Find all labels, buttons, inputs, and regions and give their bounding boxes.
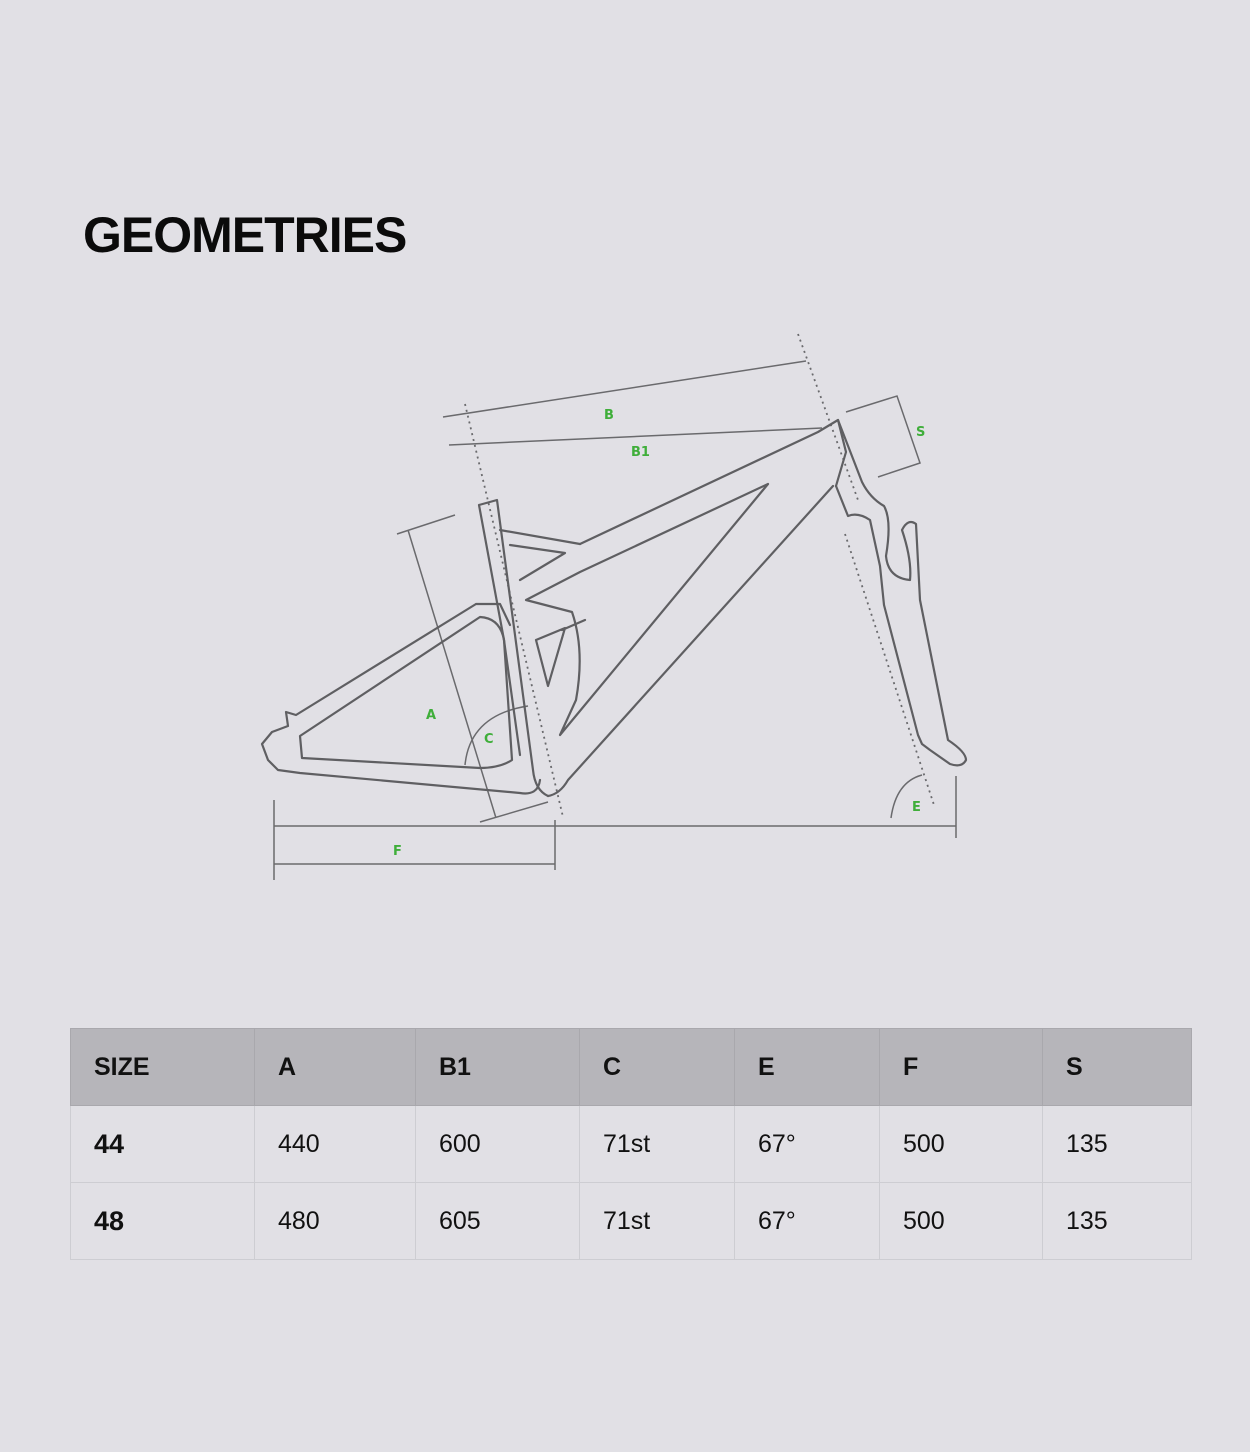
dim-b-line — [443, 361, 806, 417]
cell-c: 71st — [580, 1183, 735, 1260]
geometry-table — [70, 1028, 1192, 1260]
cell-e: 67° — [735, 1183, 880, 1260]
cell-size: 44 — [71, 1106, 255, 1183]
cell-s: 135 — [1043, 1106, 1192, 1183]
dim-a-line — [397, 515, 548, 822]
cell-f: 500 — [880, 1106, 1043, 1183]
dim-b1-line — [449, 428, 822, 445]
header-e: E — [735, 1029, 880, 1106]
dim-s-bracket — [846, 396, 920, 477]
table-header-row — [71, 1029, 1192, 1106]
fork — [836, 420, 966, 765]
header-f: F — [880, 1029, 1043, 1106]
cell-e: 67° — [735, 1106, 880, 1183]
frame-drawing — [0, 300, 1250, 920]
dimension-lines — [274, 361, 956, 880]
fork-axis — [845, 534, 934, 805]
cell-b1: 600 — [416, 1106, 580, 1183]
header-c: C — [580, 1029, 735, 1106]
cell-s: 135 — [1043, 1183, 1192, 1260]
label-f: F — [393, 844, 402, 859]
label-a: A — [426, 708, 437, 723]
main-triangle-inner — [526, 484, 768, 735]
ground-line — [555, 776, 956, 838]
top-tube — [580, 420, 846, 544]
dim-c-arc — [465, 706, 528, 765]
cell-b1: 605 — [416, 1183, 580, 1260]
header-s: S — [1043, 1029, 1192, 1106]
label-s: S — [916, 425, 926, 440]
table-row — [71, 1183, 1192, 1260]
dimension-labels — [393, 408, 925, 859]
label-b1: B1 — [631, 445, 650, 460]
down-tube — [548, 486, 833, 796]
header-b1: B1 — [416, 1029, 580, 1106]
seat-tube-axis — [465, 404, 563, 817]
bike-geometry-diagram — [0, 300, 1250, 920]
header-size: SIZE — [71, 1029, 255, 1106]
header-a: A — [255, 1029, 416, 1106]
label-b: B — [604, 408, 614, 423]
page-title: GEOMETRIES — [83, 207, 407, 263]
seat-stay-link — [500, 530, 580, 580]
frame-outline — [262, 420, 966, 796]
label-e: E — [912, 800, 921, 815]
cell-c: 71st — [580, 1106, 735, 1183]
cell-size: 48 — [71, 1183, 255, 1260]
label-c: C — [484, 732, 494, 747]
cell-a: 480 — [255, 1183, 416, 1260]
cell-f: 500 — [880, 1183, 1043, 1260]
cell-a: 440 — [255, 1106, 416, 1183]
head-tube-axis — [798, 334, 858, 500]
table-row — [71, 1106, 1192, 1183]
